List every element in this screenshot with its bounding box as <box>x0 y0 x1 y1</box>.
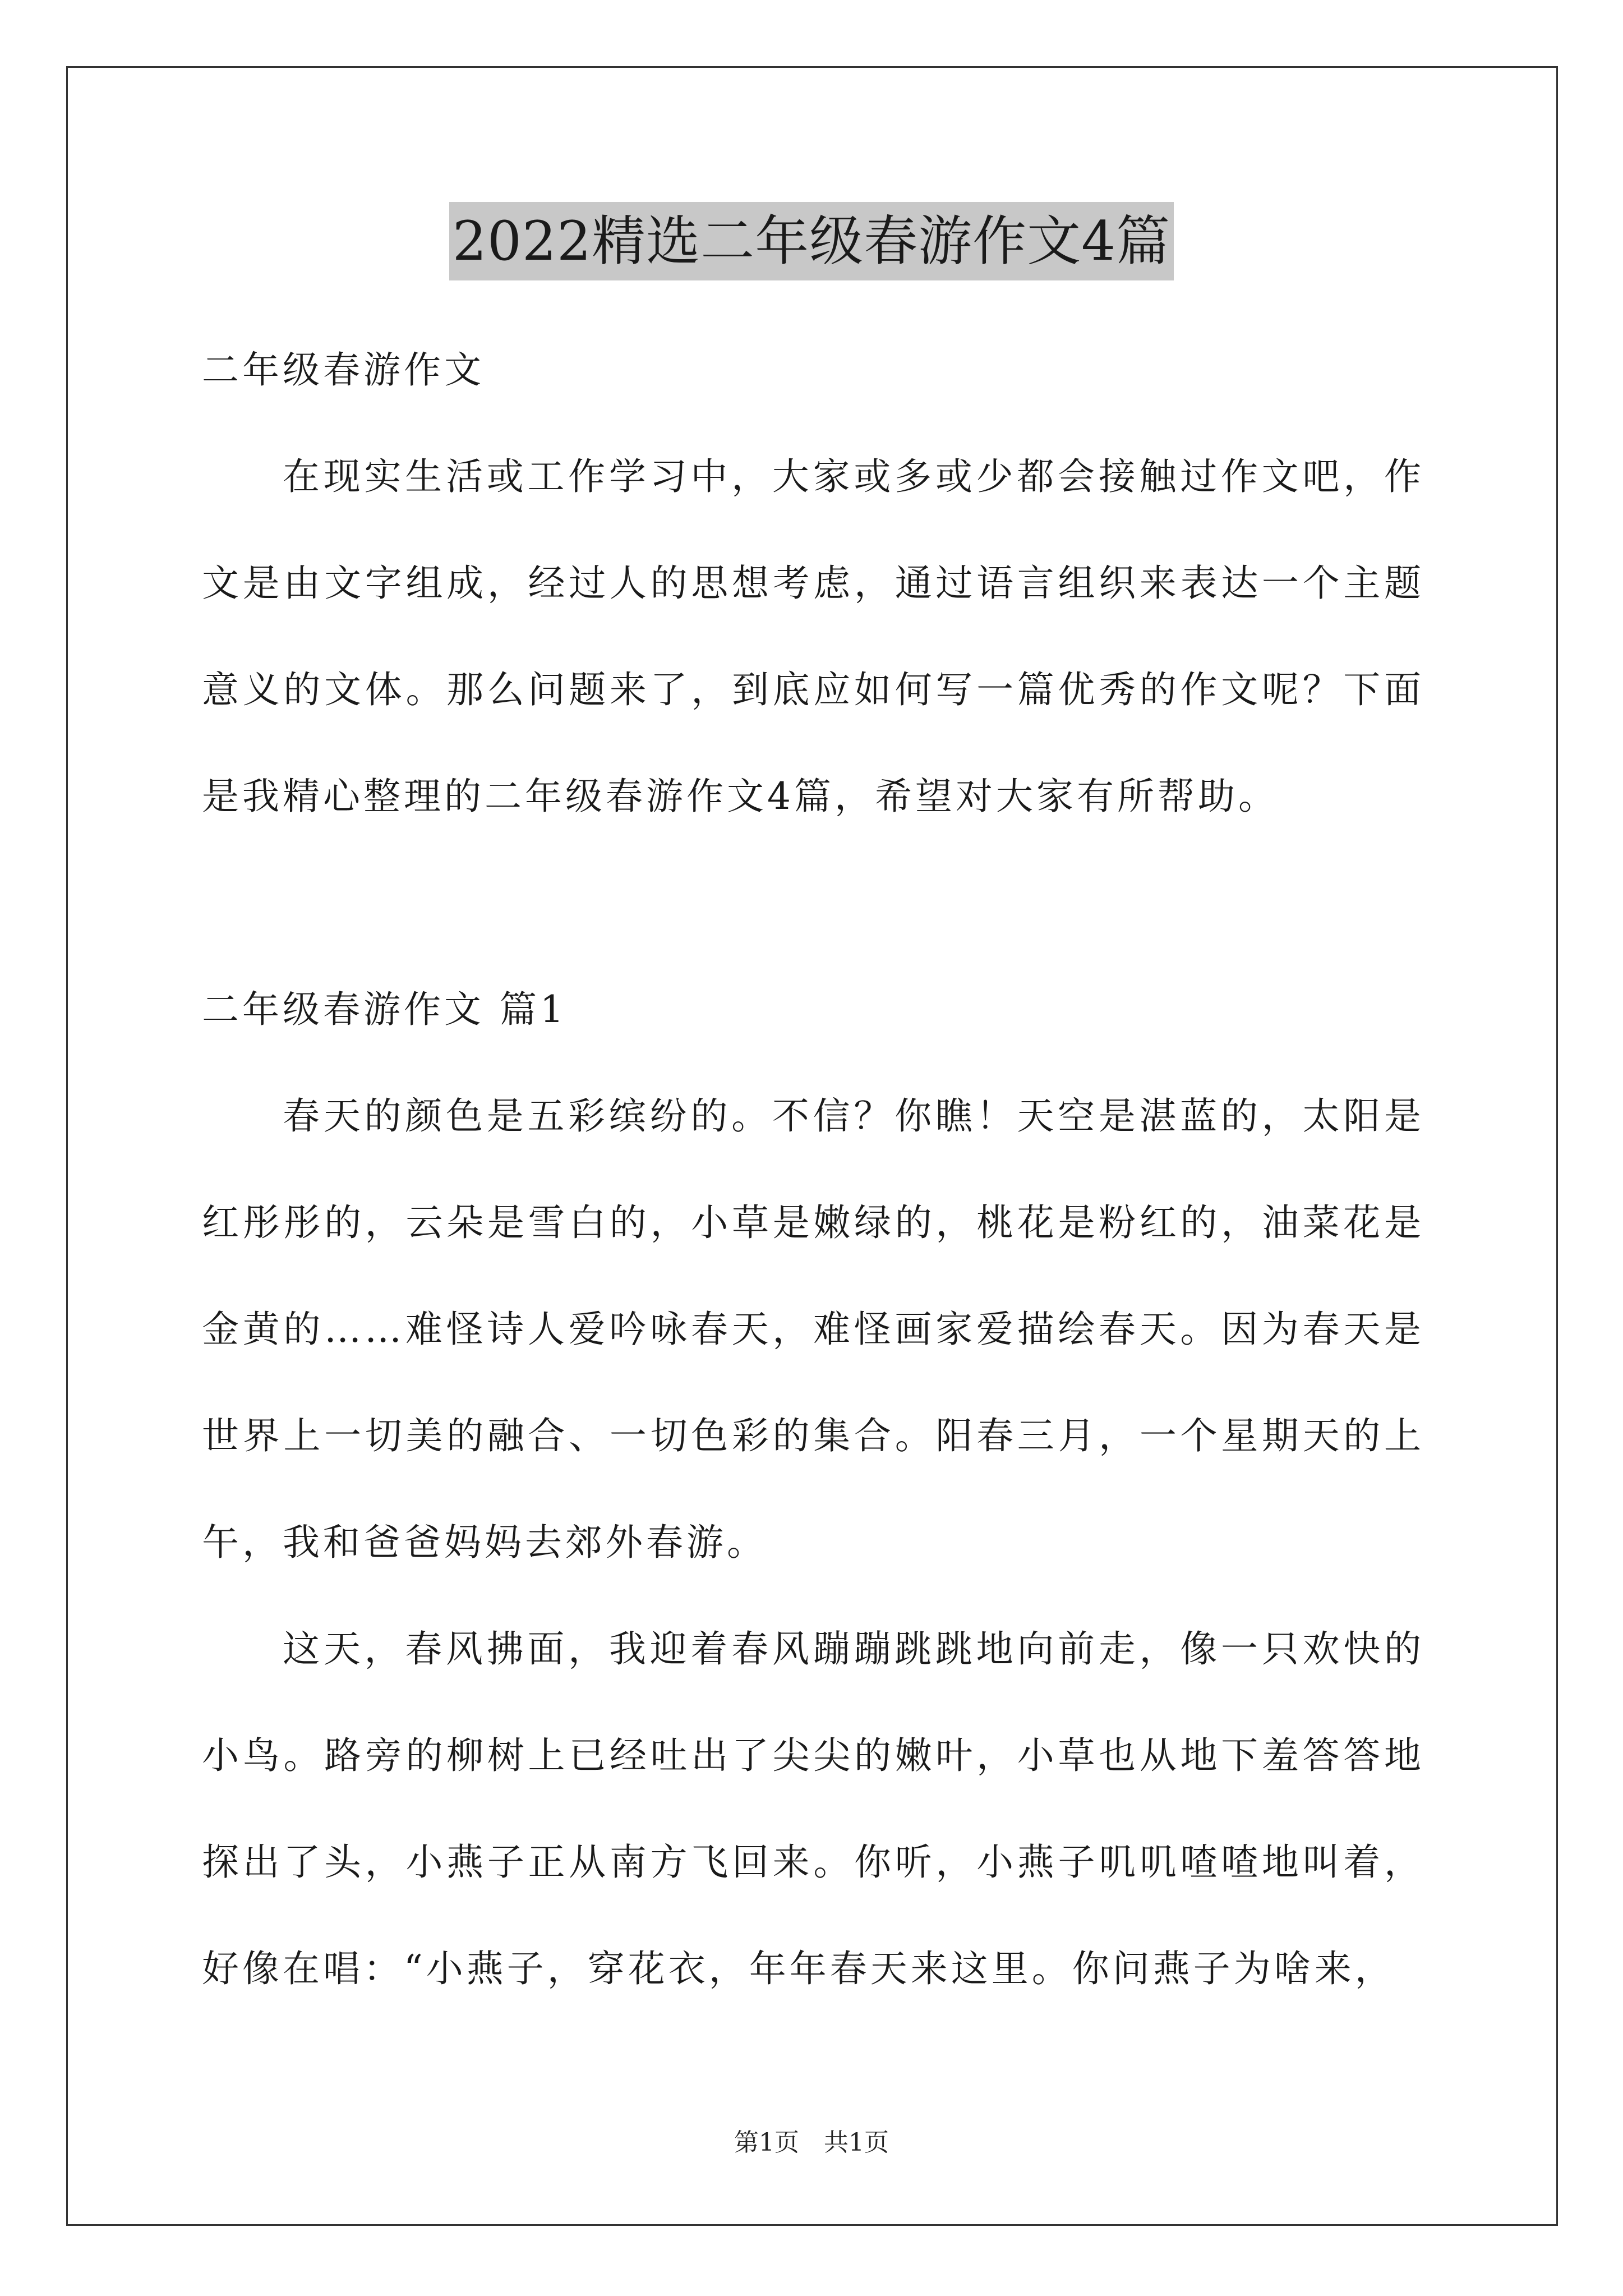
section-gap <box>202 850 1424 956</box>
section1-paragraph-1: 春天的颜色是五彩缤纷的。不信？你瞧！天空是湛蓝的，太阳是红彤彤的，云朵是雪白的，小草是嫩绿的，桃花是粉红的，油菜花是金黄的……难怪诗人爱吟咏春天，难怪画家爱描绘春天。因为春天是世界上一切美的融合、一切色彩的集合。阳春三月，一个星期天的上午，我和爸爸妈妈去郊外春游。 <box>202 1094 1424 1564</box>
page-footer: 第1页 共1页 <box>734 2128 889 2157</box>
document-title: 2022精选二年级春游作文4篇 <box>449 202 1174 280</box>
document-body <box>202 317 1424 2022</box>
section1-heading: 二年级春游作文 篇1 <box>202 988 567 1031</box>
intro-paragraph: 在现实生活或工作学习中，大家或多或少都会接触过作文吧，作文是由文字组成，经过人的思想考虑，通过语言组织来表达一个主题意义的文体。那么问题来了，到底应如何写一篇优秀的作文呢？下面是我精心整理的二年级春游作文4篇，希望对大家有所帮助。 <box>202 455 1424 818</box>
title-container <box>0 202 1623 280</box>
intro-heading: 二年级春游作文 <box>202 348 485 392</box>
section1-paragraph-2: 这天，春风拂面，我迎着春风蹦蹦跳跳地向前走，像一只欢快的小鸟。路旁的柳树上已经吐出了尖尖的嫩叶，小草也从地下羞答答地探出了头，小燕子正从南方飞回来。你听，小燕子叽叽喳喳地叫着，好像在唱：“小燕子，穿花衣，年年春天来这里。你问燕子为啥来， <box>202 1627 1424 1990</box>
